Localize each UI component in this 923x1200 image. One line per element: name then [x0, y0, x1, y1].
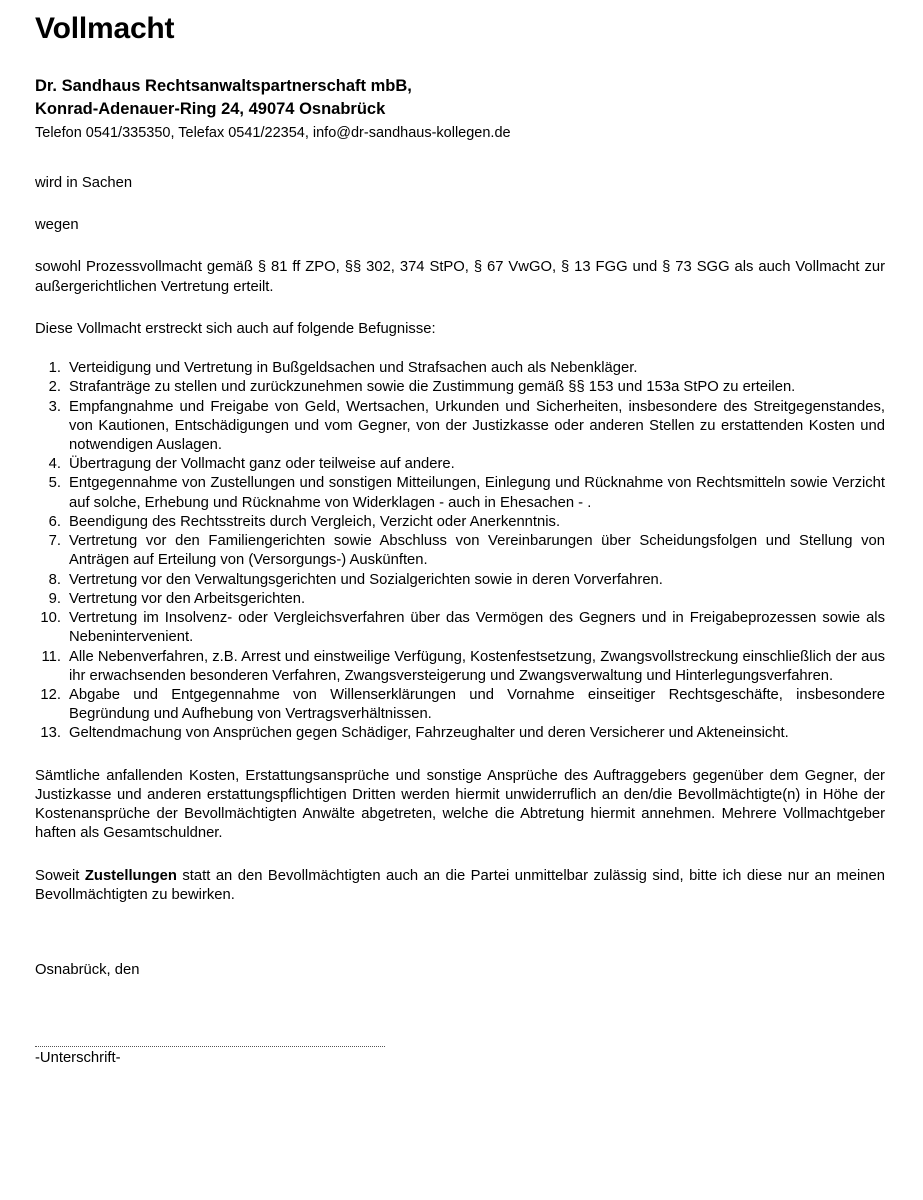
- list-item: [35, 686, 885, 724]
- firm-address-block: [35, 75, 885, 144]
- list-item: [35, 378, 885, 397]
- spacer: [35, 339, 885, 359]
- list-item-number: 4.: [48, 456, 61, 473]
- list-item-text: Alle Nebenverfahren, z.B. Arrest und einstweilige Verfügung, Kostenfestsetzung, Zwangsvollstreckung einschließlich der aus ihr erwachsenden besonderen Verfahren, Zwangsversteigerung und Zwangsverwaltung und Hinterlegungsverfahren.: [69, 648, 885, 684]
- signature-label: -Unterschrift-: [35, 1050, 121, 1067]
- signature-block: [35, 1046, 885, 1067]
- spacer: [35, 235, 885, 258]
- list-item-number: 6.: [48, 513, 61, 530]
- list-item: [35, 590, 885, 609]
- list-item: [35, 513, 885, 532]
- list-item-number: 5.: [48, 475, 61, 492]
- spacer: [35, 193, 885, 216]
- list-item-number: 8.: [48, 571, 61, 588]
- list-item-text: Verteidigung und Vertretung in Bußgeldsachen und Strafsachen auch als Nebenkläger.: [69, 360, 638, 377]
- service-paragraph-before: Soweit: [35, 867, 85, 884]
- spacer: [35, 980, 885, 1046]
- firm-street-city-line: Konrad-Adenauer-Ring 24, 49074 Osnabrück: [35, 100, 386, 119]
- list-item-text: Vertretung vor den Verwaltungsgerichten und Sozialgerichten sowie in deren Vorverfahren.: [69, 571, 663, 588]
- matter-label: wird in Sachen: [35, 174, 133, 191]
- service-paragraph: [35, 867, 885, 905]
- reason-label: wegen: [35, 217, 79, 234]
- list-item-number: 3.: [48, 398, 61, 415]
- grant-paragraph: sowohl Prozessvollmacht gemäß § 81 ff ZPO, §§ 302, 374 StPO, § 67 VwGO, § 13 FGG und § 73 SGG als auch Vollmacht zur außergerichtlichen Vertretung erteilt.: [35, 259, 885, 295]
- list-item-number: 13.: [40, 725, 61, 742]
- list-item: [35, 474, 885, 512]
- spacer: [35, 844, 885, 867]
- list-item-text: Vertretung im Insolvenz- oder Vergleichsverfahren über das Vermögen des Gegners und in Freigabeprozessen sowie als Nebenintervenient.: [69, 610, 885, 646]
- list-item: [35, 648, 885, 686]
- list-item-text: Entgegennahme von Zustellungen und sonstigen Mitteilungen, Einlegung und Rücknahme von Rechtsmitteln sowie Verzicht auf solche, Erhebung und Rücknahme von Widerklagen - auch in Ehesachen - .: [69, 475, 885, 511]
- list-item-number: 1.: [48, 360, 61, 377]
- list-item-text: Abgabe und Entgegennahme von Willenserklärungen und Vornahme einseitiger Rechtsgeschäfte, insbesondere Begründung und Aufhebung von Vertragsverhältnissen.: [69, 687, 885, 723]
- page-title: Vollmacht: [35, 12, 175, 45]
- list-item-text: Übertragung der Vollmacht ganz oder teilweise auf andere.: [69, 456, 455, 473]
- list-item-text: Vertretung vor den Arbeitsgerichten.: [69, 590, 306, 607]
- spacer: [35, 744, 885, 767]
- list-item-number: 2.: [48, 379, 61, 396]
- spacer: [35, 144, 885, 174]
- list-item-text: Vertretung vor den Familiengerichten sowie Abschluss von Vereinbarungen über Scheidungsfolgen und Stellung von Anträgen auf Erteilung von (Versorgungs-) Auskünften.: [69, 533, 885, 569]
- list-item: [35, 571, 885, 590]
- spacer: [35, 905, 885, 961]
- list-item: [35, 398, 885, 456]
- powers-list: [35, 359, 885, 744]
- firm-name-line: Dr. Sandhaus Rechtsanwaltspartnerschaft mbB,: [35, 77, 412, 95]
- list-item-number: 7.: [48, 533, 61, 550]
- list-item-number: 9.: [48, 590, 61, 607]
- signature-line[interactable]: [35, 1046, 385, 1047]
- spacer: [35, 297, 885, 320]
- list-item-number: 12.: [40, 687, 61, 704]
- list-item: [35, 455, 885, 474]
- powers-intro: Diese Vollmacht erstreckt sich auch auf folgende Befugnisse:: [35, 320, 436, 337]
- list-item: [35, 724, 885, 743]
- list-item-text: Geltendmachung von Ansprüchen gegen Schädiger, Fahrzeughalter und deren Versicherer und Akteneinsicht.: [69, 725, 789, 742]
- list-item: [35, 609, 885, 647]
- assignment-paragraph: Sämtliche anfallenden Kosten, Erstattungsansprüche und sonstige Ansprüche des Auftraggebers gegenüber dem Gegner, der Justizkasse und anderen erstattungspflichtigen Dritten werden hiermit unwiderruflich an den/die Bevollmächtigte(n) in Höhe der Kostenansprüche der Bevollmächtigten Anwälte abgetreten, welche die Abtretung hiermit annehmen. Mehrere Vollmachtgeber haften als Gesamtschuldner.: [35, 767, 885, 842]
- list-item-number: 11.: [41, 648, 61, 665]
- list-item-number: 10.: [40, 610, 61, 627]
- list-item-text: Empfangnahme und Freigabe von Geld, Wertsachen, Urkunden und Sicherheiten, insbesondere des Streitgegenstandes, von Kautionen, Entschädigungen und vom Gegner, von der Justizkasse oder anderen Stellen zu erstattenden Kosten und notwendigen Auslagen.: [69, 398, 885, 453]
- document-body: [35, 14, 885, 1068]
- service-paragraph-emphasis: Zustellungen: [84, 867, 177, 884]
- list-item-text: Beendigung des Rechtsstreits durch Vergleich, Verzicht oder Anerkenntnis.: [69, 513, 561, 530]
- place-date-line: Osnabrück, den: [35, 962, 140, 979]
- firm-contact-line: Telefon 0541/335350, Telefax 0541/22354, info@dr-sandhaus-kollegen.de: [35, 124, 511, 141]
- list-item-text: Strafanträge zu stellen und zurückzunehmen sowie die Zustimmung gemäß §§ 153 und 153a StPO zu erteilen.: [69, 379, 796, 396]
- list-item: [35, 532, 885, 570]
- service-paragraph-after: statt an den Bevollmächtigten auch an die Partei unmittelbar zulässig sind, bitte ich diese nur an meinen Bevollmächtigten zu bewirken.: [35, 867, 885, 903]
- list-item: [35, 359, 885, 378]
